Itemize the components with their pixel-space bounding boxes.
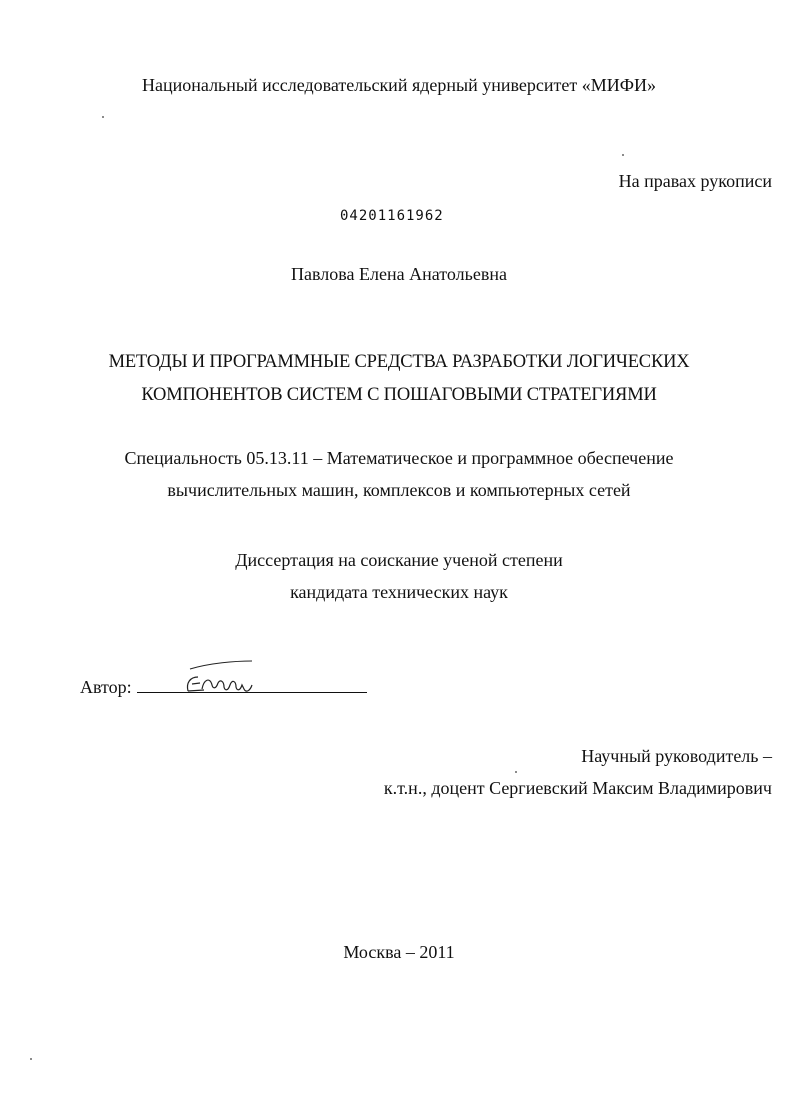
- author-signature: [180, 655, 260, 700]
- supervisor-line-1: Научный руководитель –: [581, 746, 772, 766]
- author-label: Автор:: [80, 677, 132, 697]
- scan-speck: [102, 116, 104, 118]
- scan-speck: [622, 154, 624, 156]
- university-name: Национальный исследовательский ядерный университет «МИФИ»: [142, 75, 656, 95]
- supervisor-line-2: к.т.н., доцент Сергиевский Максим Владимирович: [383, 778, 772, 798]
- dissertation-title-line-1: МЕТОДЫ И ПРОГРАММНЫЕ СРЕДСТВА РАЗРАБОТКИ ЛОГИЧЕСКИХ: [108, 352, 690, 372]
- specialty-line-2: вычислительных машин, комплексов и компьютерных сетей: [167, 480, 631, 500]
- registration-number: 04201161962: [340, 208, 444, 224]
- degree-line-2: кандидата технических наук: [290, 582, 508, 602]
- scan-speck: [515, 771, 517, 773]
- specialty-line-1: Специальность 05.13.11 – Математическое и программное обеспечение: [124, 448, 674, 468]
- degree-line-1: Диссертация на соискание ученой степени: [235, 550, 563, 570]
- author-name: Павлова Елена Анатольевна: [291, 264, 507, 284]
- scan-speck: [30, 1058, 32, 1060]
- city-year: Москва – 2011: [343, 942, 455, 962]
- dissertation-title-line-2: КОМПОНЕНТОВ СИСТЕМ С ПОШАГОВЫМИ СТРАТЕГИЯМИ: [141, 385, 657, 405]
- manuscript-note: На правах рукописи: [618, 171, 772, 191]
